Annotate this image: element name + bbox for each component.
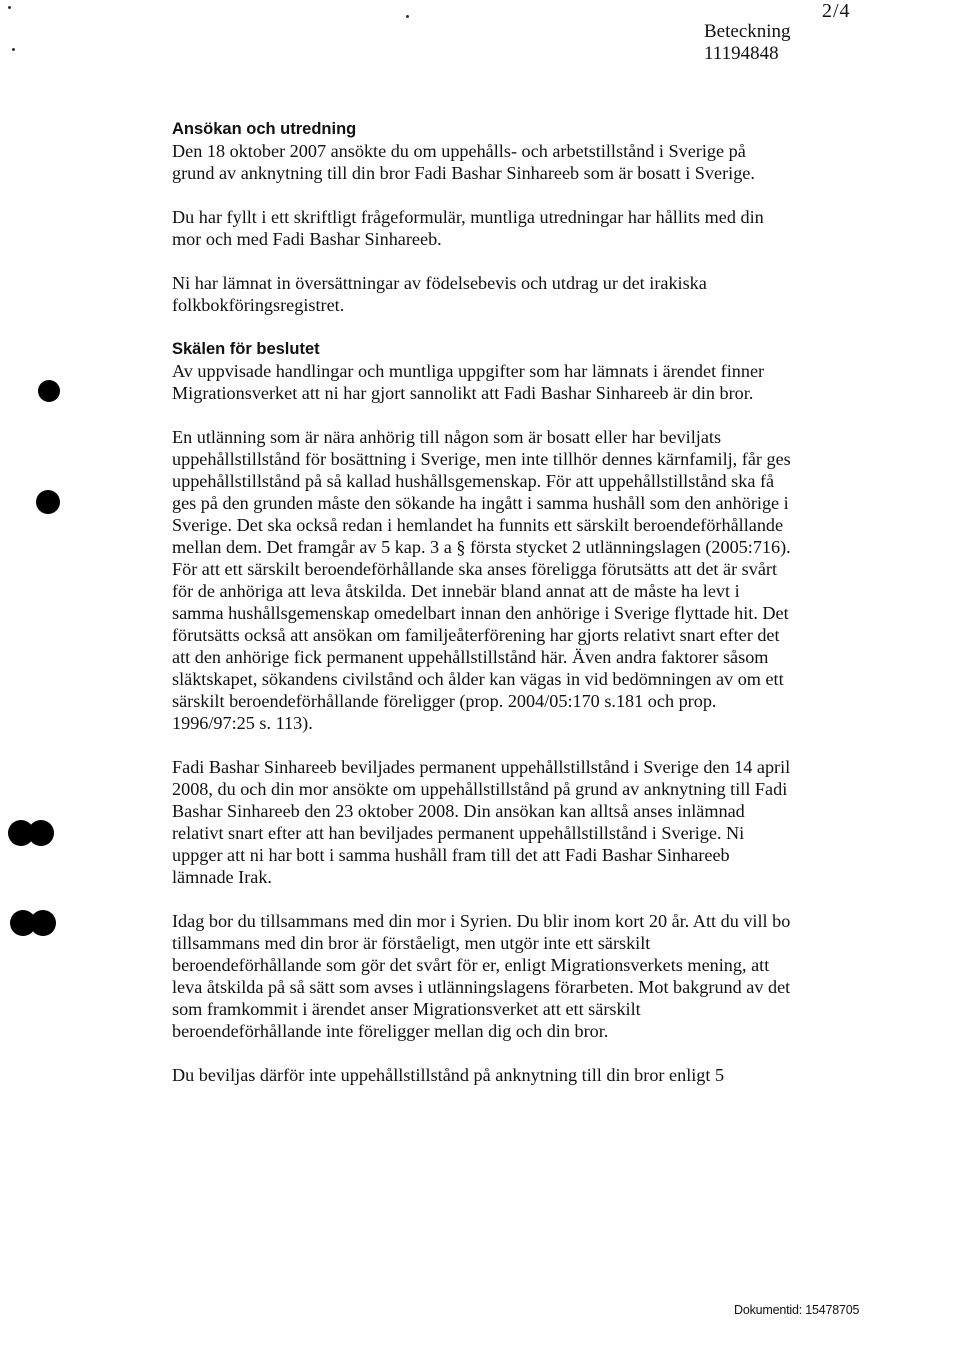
reference-number: 11194848 (704, 43, 779, 64)
reference-label: Beteckning (704, 21, 791, 42)
reasons-paragraph-3: Fadi Bashar Sinhareeb beviljades permanent uppehållstillstånd i Sverige den 14 april 2008, du och din mor ansökte om uppehållstillstånd på grund av anknytning till Fadi Bashar Sinhareeb den 23 oktober 2008. Din ansökan kan alltså anses inlämnad relativt snart efter att han beviljades permanent uppehållstillstånd i Sverige. Ni uppger att ni har bott i samma hushåll fram till det att Fadi Bashar Sinhareeb lämnade Irak. (172, 757, 791, 887)
heading-application: Ansökan och utredning (172, 120, 357, 138)
reasons-paragraph-2: En utlänning som är nära anhörig till någon som är bosatt eller har beviljats uppehållstillstånd för bosättning i Sverige, men inte tillhör dennes kärnfamilj, får ges uppehållstillstånd på så kallad hushållsgemenskap. För att uppehållstillstånd ska få ges på den grunden måste den sökande ha ingått i samma hushåll som den anhörige i Sverige. Det ska också redan i hemlandet ha funnits ett särskilt beroendeförhållande mellan dem. Det framgår av 5 kap. 3 a § första stycket 2 utlänningslagen (2005:716). För att ett särskilt beroendeförhållande ska anses föreligga förutsätts att det är svårt för de anhöriga att leva åtskilda. Det innebär bland annat att de måste ha levt i samma hushållsgemenskap omedelbart innan den anhörige i Sverige flyttade hit. Det förutsätts också att ansökan om familjeåterförening har gjorts relativt snart efter det att den anhörige fick permanent uppehållstillstånd här. Även andra faktorer såsom släktskapet, sökandens civilstånd och ålder kan vägas in vid bedömningen av om ett särskilt beroendeförhållande föreligger (prop. 2004/05:170 s.181 och prop. 1996/97:25 s. 113). (172, 427, 791, 733)
page-number: 2/4 (822, 0, 851, 22)
section-reasons (172, 338, 792, 1086)
document-header (704, 21, 791, 65)
reasons-paragraph-5: Du beviljas därför inte uppehållstillstånd på anknytning till din bror enligt 5 (172, 1065, 725, 1085)
application-paragraph-3: Ni har lämnat in översättningar av födelsebevis och utdrag ur det irakiska folkbokföringsregistret. (172, 273, 707, 315)
punch-hole-4 (28, 820, 54, 846)
punch-hole-6 (30, 910, 56, 936)
document-id: Dokumentid: 15478705 (734, 1303, 860, 1317)
document-body (172, 118, 792, 1086)
application-paragraph-1: Den 18 oktober 2007 ansökte du om uppehålls- och arbetstillstånd i Sverige på grund av anknytning till din bror Fadi Bashar Sinhareeb som är bosatt i Sverige. (172, 141, 755, 183)
punch-hole-1 (38, 380, 60, 402)
scan-speck (406, 15, 409, 18)
scan-speck (12, 48, 15, 51)
section-application (172, 118, 792, 316)
reasons-paragraph-1: Av uppvisade handlingar och muntliga uppgifter som har lämnats i ärendet finner Migrationsverket att ni har gjort sannolikt att Fadi Bashar Sinhareeb är din bror. (172, 361, 765, 403)
application-paragraph-2: Du har fyllt i ett skriftligt frågeformulär, muntliga utredningar har hållits med din mor och med Fadi Bashar Sinhareeb. (172, 207, 764, 249)
reasons-paragraph-4: Idag bor du tillsammans med din mor i Syrien. Du blir inom kort 20 år. Att du vill bo tillsammans med din bror är förståeligt, men utgör inte ett särskilt beroendeförhållande som gör det svårt för er, enligt Migrationsverkets mening, att leva åtskilda på så sätt som avses i utlänningslagens förarbeten. Mot bakgrund av det som framkommit i ärendet anser Migrationsverket att ett särskilt beroendeförhållande inte föreligger mellan dig och din bror. (172, 911, 791, 1041)
punch-hole-2 (36, 490, 60, 514)
heading-reasons: Skälen för beslutet (172, 340, 320, 358)
scan-speck (8, 6, 11, 9)
